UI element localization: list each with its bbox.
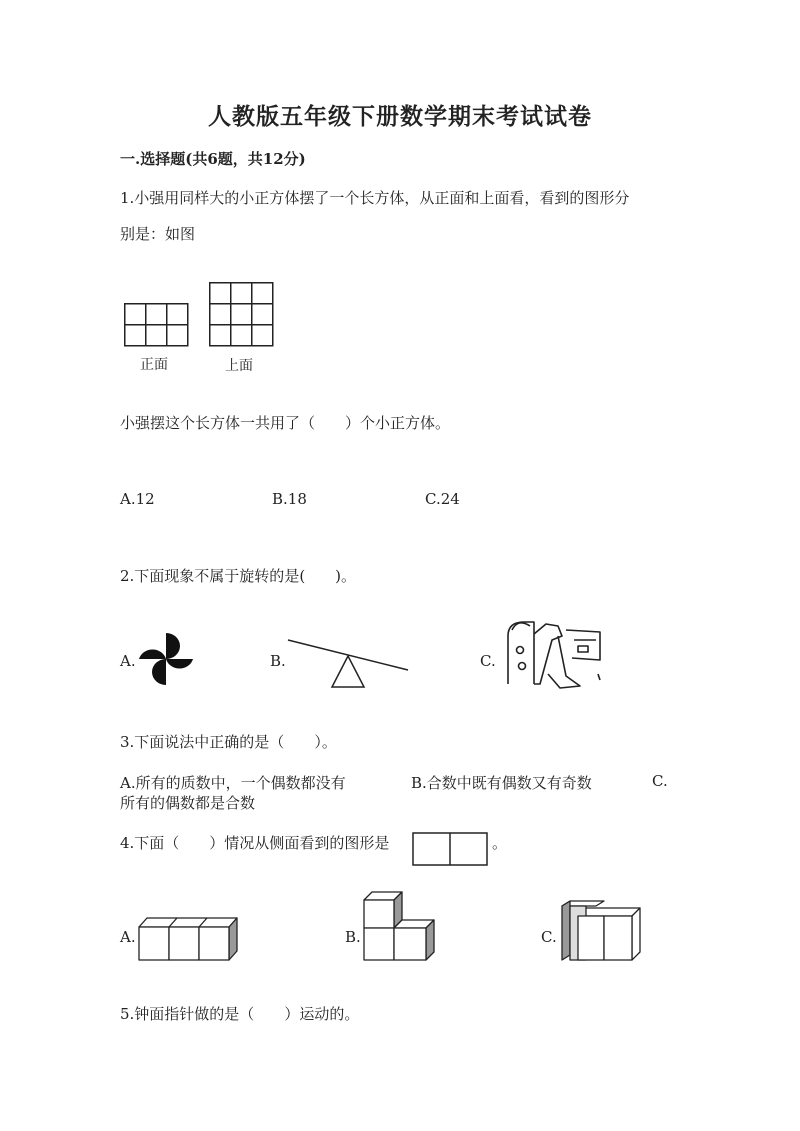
front-view-grid-figure bbox=[124, 303, 190, 347]
question-4-stem: 4.下面（ ）情况从侧面看到的图形是 bbox=[120, 834, 390, 852]
question-1-option-b[interactable]: B.18 bbox=[272, 490, 307, 508]
page-title: 人教版五年级下册数学期末考试试卷 bbox=[208, 103, 592, 130]
question-3-option-c[interactable]: C. bbox=[652, 772, 668, 790]
stacked-cubes-figure bbox=[560, 900, 642, 962]
question-3-option-a[interactable]: A.所有的质数中，一个偶数都没有 bbox=[120, 774, 346, 792]
pinwheel-icon bbox=[136, 630, 196, 688]
question-1-sub-prompt: 小强摆这个长方体一共用了（ ）个小正方体。 bbox=[120, 414, 451, 432]
question-3-option-c-continued: 所有的偶数都是合数 bbox=[120, 794, 256, 812]
seesaw-icon bbox=[286, 632, 410, 690]
question-1-stem-line1: 1.小强用同样大的小正方体摆了一个长方体，从正面和上面看，看到的图形分 bbox=[120, 189, 630, 207]
question-5-stem: 5.钟面指针做的是（ ）运动的。 bbox=[120, 1005, 360, 1023]
l-shaped-cubes-figure bbox=[362, 890, 438, 962]
question-2-option-c[interactable]: C. bbox=[480, 652, 496, 670]
question-1-option-a[interactable]: A.12 bbox=[120, 490, 155, 508]
question-3-option-b[interactable]: B.合数中既有偶数又有奇数 bbox=[411, 774, 592, 792]
top-view-label: 上面 bbox=[225, 358, 253, 374]
question-1-stem-line2: 别是：如图 bbox=[120, 225, 196, 243]
top-view-grid-figure bbox=[209, 282, 275, 348]
three-cubes-row-figure bbox=[137, 915, 241, 961]
question-2-option-b[interactable]: B. bbox=[270, 652, 286, 670]
question-3-stem: 3.下面说法中正确的是（ ）。 bbox=[120, 733, 337, 751]
question-4-option-c[interactable]: C. bbox=[541, 928, 557, 946]
slide-icon bbox=[500, 614, 606, 692]
section-heading: 一.选择题(共6题，共12分) bbox=[120, 150, 306, 168]
question-2-option-a[interactable]: A. bbox=[120, 652, 136, 670]
question-4-option-b[interactable]: B. bbox=[345, 928, 361, 946]
question-1-option-c[interactable]: C.24 bbox=[425, 490, 460, 508]
question-4-stem-end: 。 bbox=[492, 834, 508, 852]
front-view-label: 正面 bbox=[140, 357, 168, 373]
question-2-stem: 2.下面现象不属于旋转的是( )。 bbox=[120, 567, 357, 585]
question-4-option-a[interactable]: A. bbox=[120, 928, 136, 946]
side-view-target-figure bbox=[412, 832, 490, 868]
